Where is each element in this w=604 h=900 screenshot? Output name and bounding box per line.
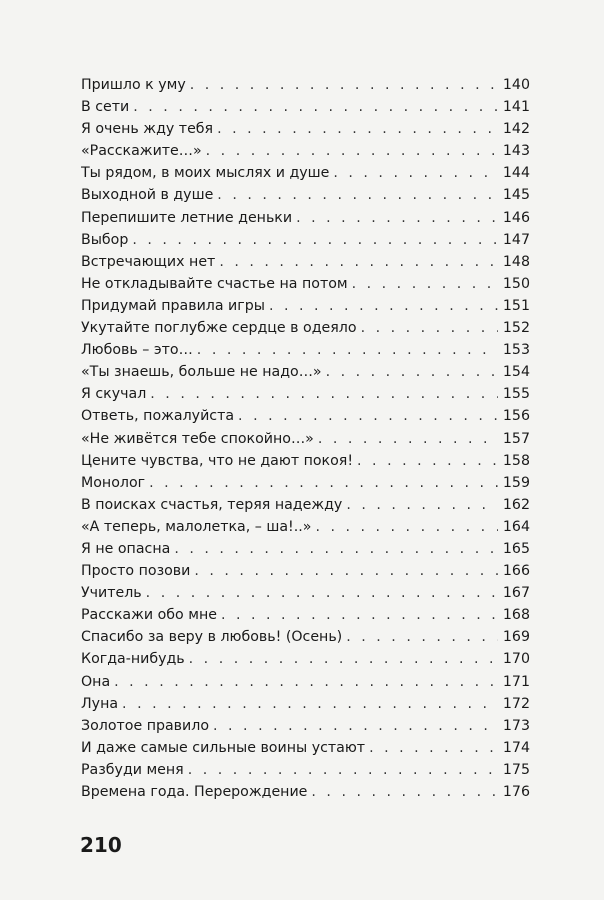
toc-entry-title: Не откладывайте счастье на потом	[81, 275, 348, 292]
toc-entry-title: Ты рядом, в моих мыслях и душе	[81, 165, 330, 182]
dot-leader	[369, 737, 498, 759]
toc-entry-title: Ответь, пожалуйста	[81, 408, 235, 425]
toc-entry	[81, 184, 530, 206]
toc-entry-page: 158	[502, 452, 530, 469]
toc-entry-title: Когда-нибудь	[81, 651, 185, 668]
toc-entry-page: 143	[502, 143, 530, 160]
toc-entry-page: 142	[502, 121, 530, 138]
dot-leader	[326, 361, 498, 383]
dot-leader	[206, 140, 498, 162]
toc-entry-title: «Не живётся тебе спокойно…»	[81, 430, 314, 447]
toc-entry-page: 150	[502, 275, 530, 292]
dot-leader	[217, 118, 498, 140]
toc-entry-title: Выбор	[81, 231, 129, 248]
toc-entry	[81, 494, 530, 516]
toc-entry	[81, 251, 530, 273]
dot-leader	[315, 516, 498, 538]
toc-entry-title: Золотое правило	[81, 717, 210, 734]
dot-leader	[194, 560, 498, 582]
toc-entry	[81, 339, 530, 361]
toc-entry-title: «Ты знаешь, больше не надо…»	[81, 364, 322, 381]
toc-entry	[81, 516, 530, 538]
toc-entry-page: 144	[502, 165, 530, 182]
toc-entry-page: 172	[502, 695, 530, 712]
toc-entry-page: 176	[502, 784, 530, 800]
toc-entry-title: Времена года. Перерождение	[81, 784, 308, 800]
dot-leader	[219, 251, 498, 273]
toc-entry-page: 167	[502, 585, 530, 602]
toc-entry	[81, 74, 530, 96]
dot-leader	[146, 582, 498, 604]
toc-entry-title: Луна	[81, 695, 119, 712]
dot-leader	[132, 229, 498, 251]
toc-entry-title: В поисках счастья, теряя надежду	[81, 496, 343, 513]
toc-entry	[81, 96, 530, 118]
toc-entry-title: Она	[81, 673, 111, 690]
toc-entry-page: 146	[502, 209, 530, 226]
toc-entry	[81, 295, 530, 317]
dot-leader	[197, 339, 498, 361]
toc-entry-title: Я не опасна	[81, 540, 171, 557]
dot-leader	[346, 494, 498, 516]
toc-entry	[81, 361, 530, 383]
toc-entry-page: 170	[502, 651, 530, 668]
toc-entry-page: 153	[502, 342, 530, 359]
toc-entry	[81, 428, 530, 450]
toc-entry-page: 156	[502, 408, 530, 425]
toc-entry	[81, 626, 530, 648]
toc-entry	[81, 317, 530, 339]
toc-entry	[81, 207, 530, 229]
toc-entry	[81, 693, 530, 715]
toc-entry-page: 173	[502, 717, 530, 734]
dot-leader	[213, 715, 498, 737]
toc-entry	[81, 472, 530, 494]
dot-leader	[346, 626, 498, 648]
toc-entry-title: «А теперь, малолетка, – ша!..»	[81, 518, 312, 535]
dot-leader	[357, 450, 498, 472]
toc-entry-page: 154	[502, 364, 530, 381]
toc-entry-title: Разбуди меня	[81, 761, 184, 778]
toc-entry	[81, 781, 530, 803]
toc-entry-page: 169	[502, 629, 530, 646]
dot-leader	[133, 96, 498, 118]
toc-entry-title: Встречающих нет	[81, 253, 216, 270]
toc-entry	[81, 450, 530, 472]
toc-entry	[81, 383, 530, 405]
toc-entry-page: 145	[502, 187, 530, 204]
dot-leader	[174, 538, 498, 560]
toc-entry	[81, 648, 530, 670]
toc-entry-title: И даже самые сильные воины устают	[81, 739, 366, 756]
toc-entry-page: 164	[502, 518, 530, 535]
toc-entry-page: 155	[502, 386, 530, 403]
toc-entry-title: Я скучал	[81, 386, 147, 403]
toc-entry-title: Я очень жду тебя	[81, 121, 214, 138]
toc-entry-page: 175	[502, 761, 530, 778]
dot-leader	[122, 693, 498, 715]
toc-entry-title: Спасибо за веру в любовь! (Осень)	[81, 629, 343, 646]
toc-entry	[81, 715, 530, 737]
toc-entry-page: 141	[502, 99, 530, 116]
dot-leader	[221, 604, 498, 626]
toc-entry-title: В сети	[81, 99, 130, 116]
toc-entry-page: 157	[502, 430, 530, 447]
toc-entry-title: «Расскажите…»	[81, 143, 202, 160]
toc-entry-title: Монолог	[81, 474, 146, 491]
toc-entry-page: 166	[502, 563, 530, 580]
table-of-contents	[81, 74, 530, 803]
toc-entry	[81, 604, 530, 626]
toc-entry	[81, 118, 530, 140]
dot-leader	[333, 162, 498, 184]
toc-entry-title: Любовь – это…	[81, 342, 193, 359]
toc-entry-title: Придумай правила игры	[81, 297, 265, 314]
toc-entry	[81, 538, 530, 560]
toc-entry-page: 165	[502, 540, 530, 557]
toc-entry-page: 162	[502, 496, 530, 513]
toc-entry-title: Просто позови	[81, 563, 191, 580]
dot-leader	[149, 472, 498, 494]
toc-entry	[81, 140, 530, 162]
dot-leader	[352, 273, 498, 295]
dot-leader	[238, 405, 498, 427]
toc-entry-title: Перепишите летние деньки	[81, 209, 293, 226]
toc-entry	[81, 759, 530, 781]
toc-entry-page: 147	[502, 231, 530, 248]
toc-entry-title: Расскажи обо мне	[81, 607, 217, 624]
toc-entry-page: 140	[502, 77, 530, 93]
toc-entry	[81, 162, 530, 184]
dot-leader	[189, 648, 498, 670]
page-number: 210	[80, 833, 122, 857]
toc-entry	[81, 405, 530, 427]
toc-entry-page: 171	[502, 673, 530, 690]
toc-entry-page: 152	[502, 320, 530, 337]
toc-entry-title: Цените чувства, что не дают покоя!	[81, 452, 354, 469]
dot-leader	[114, 671, 498, 693]
toc-entry-title: Выходной в душе	[81, 187, 214, 204]
toc-entry	[81, 671, 530, 693]
toc-entry	[81, 560, 530, 582]
toc-entry-page: 174	[502, 739, 530, 756]
toc-entry-page: 159	[502, 474, 530, 491]
dot-leader	[269, 295, 498, 317]
toc-entry-title: Учитель	[81, 585, 142, 602]
dot-leader	[150, 383, 498, 405]
toc-entry-page: 148	[502, 253, 530, 270]
dot-leader	[311, 781, 498, 803]
dot-leader	[190, 74, 498, 96]
toc-entry-page: 168	[502, 607, 530, 624]
dot-leader	[217, 184, 498, 206]
toc-entry-title: Укутайте поглубже сердце в одеяло	[81, 320, 357, 337]
toc-entry-page: 151	[502, 297, 530, 314]
toc-entry	[81, 229, 530, 251]
toc-entry	[81, 273, 530, 295]
toc-entry	[81, 582, 530, 604]
dot-leader	[361, 317, 498, 339]
toc-entry	[81, 737, 530, 759]
toc-entry-title: Пришло к уму	[81, 77, 186, 93]
dot-leader	[318, 428, 498, 450]
dot-leader	[188, 759, 498, 781]
dot-leader	[296, 207, 498, 229]
